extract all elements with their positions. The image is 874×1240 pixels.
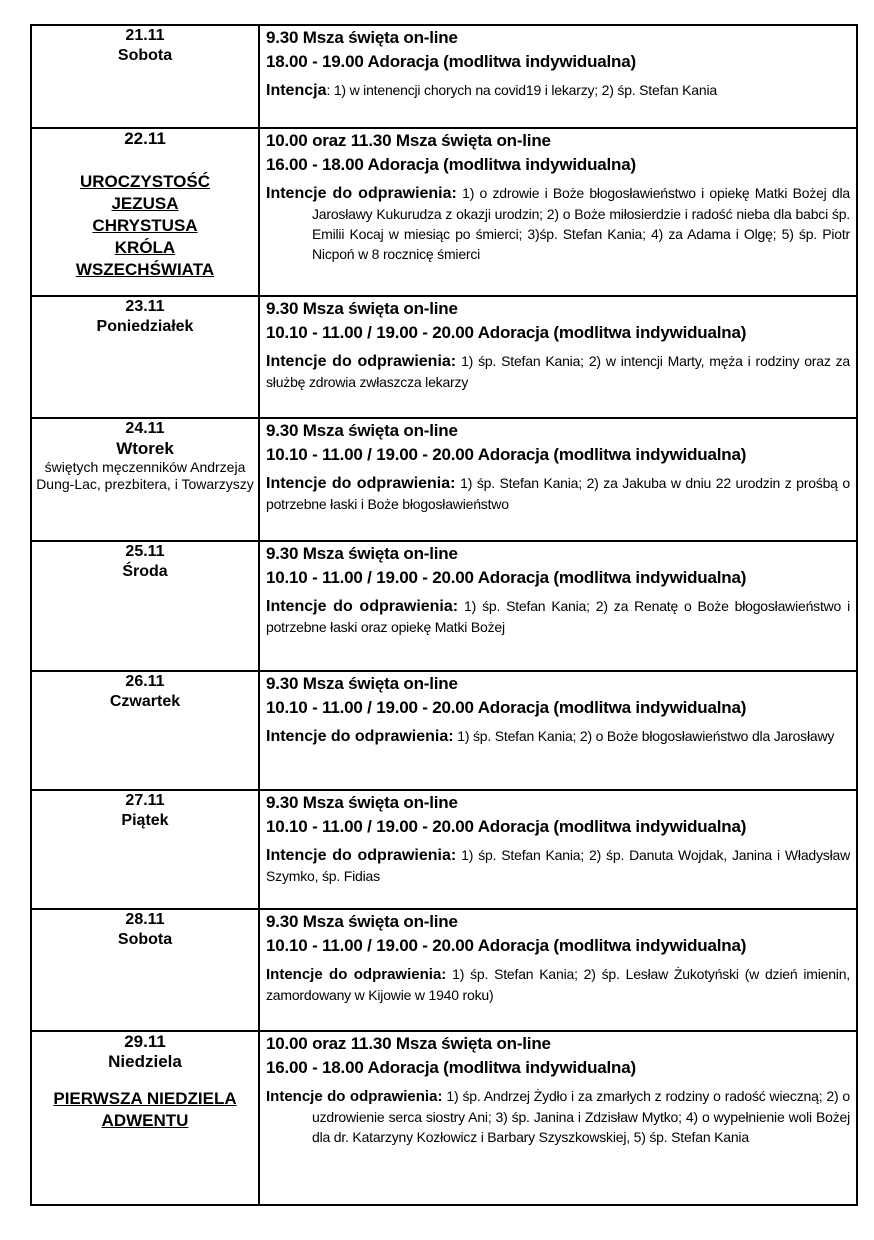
mass-time: 9.30 Msza święta on-line	[266, 544, 458, 563]
content-cell	[259, 1031, 857, 1205]
intentions	[266, 473, 850, 514]
adoration-time: 10.10 - 11.00 / 19.00 - 20.00 Adoracja (modlitwa indywidualna)	[266, 817, 747, 836]
day-weekday: Środa	[122, 563, 168, 580]
adoration-time: 10.10 - 11.00 / 19.00 - 20.00 Adoracja (modlitwa indywidualna)	[266, 323, 747, 342]
date-cell	[31, 1031, 259, 1205]
intentions	[266, 726, 850, 747]
day-date: 28.11	[125, 911, 165, 928]
adoration-time: 18.00 - 19.00 Adoracja (modlitwa indywidualna)	[266, 52, 636, 71]
intentions-label: Intencje do odprawienia:	[266, 598, 459, 615]
day-date: 24.11	[125, 420, 165, 437]
day-date: 26.11	[125, 673, 165, 690]
content-cell	[259, 671, 857, 790]
day-row	[31, 790, 857, 909]
intentions-label: Intencje do odprawienia:	[266, 728, 454, 745]
content-cell	[259, 418, 857, 541]
intentions-label: Intencje do odprawienia:	[266, 966, 447, 983]
intentions-label: Intencje do odprawienia:	[266, 475, 456, 492]
intentions-text: : 1) w intenencji chorych na covid19 i lekarzy; 2) śp. Stefan Kania	[326, 82, 717, 98]
intentions-label: Intencje do odprawienia:	[266, 1088, 443, 1105]
day-row	[31, 25, 857, 128]
mass-time: 9.30 Msza święta on-line	[266, 28, 458, 47]
mass-time: 10.00 oraz 11.30 Msza święta on-line	[266, 131, 551, 150]
mass-time: 9.30 Msza święta on-line	[266, 793, 458, 812]
date-cell	[31, 790, 259, 909]
intentions-text: 1) śp. Stefan Kania; 2) śp. Lesław Żukotyński (w dzień imienin, zamordowany w Kijowie w 1940 roku)	[266, 966, 850, 1003]
intentions	[266, 351, 850, 392]
intentions-text: 1) śp. Stefan Kania; 2) w intencji Marty, męża i rodziny oraz za służbę zdrowia zwłaszcza lekarzy	[266, 353, 850, 390]
day-date: 21.11	[125, 27, 165, 44]
day-row	[31, 1031, 857, 1205]
content-cell	[259, 790, 857, 909]
day-row	[31, 128, 857, 296]
adoration-time: 16.00 - 18.00 Adoracja (modlitwa indywidualna)	[266, 155, 636, 174]
solemnity-title: UROCZYSTOŚĆ JEZUSA CHRYSTUSA KRÓLA WSZECHŚWIATA	[75, 172, 215, 279]
intentions	[266, 845, 850, 886]
intentions-text: 1) śp. Stefan Kania; 2) o Boże błogosławieństwo dla Jarosławy	[453, 728, 835, 744]
intentions	[266, 80, 850, 101]
day-weekday: Niedziela	[108, 1052, 182, 1071]
intentions-label: Intencje do odprawienia:	[266, 185, 457, 202]
content-cell	[259, 541, 857, 671]
day-row	[31, 909, 857, 1031]
day-date: 25.11	[125, 543, 165, 560]
date-cell	[31, 296, 259, 418]
mass-time: 9.30 Msza święta on-line	[266, 674, 458, 693]
day-weekday: Sobota	[117, 931, 173, 948]
date-cell	[31, 418, 259, 541]
intentions	[266, 596, 850, 637]
intentions-label: Intencje do odprawienia:	[266, 353, 457, 370]
content-cell	[259, 25, 857, 128]
mass-time: 9.30 Msza święta on-line	[266, 912, 458, 931]
day-row	[31, 541, 857, 671]
mass-time: 10.00 oraz 11.30 Msza święta on-line	[266, 1034, 551, 1053]
day-date: 27.11	[125, 792, 165, 809]
day-date: 23.11	[125, 298, 165, 315]
date-cell	[31, 541, 259, 671]
date-cell	[31, 128, 259, 296]
date-cell	[31, 25, 259, 128]
adoration-time: 10.10 - 11.00 / 19.00 - 20.00 Adoracja (modlitwa indywidualna)	[266, 936, 747, 955]
solemnity-title: PIERWSZA NIEDZIELA ADWENTU	[53, 1089, 237, 1130]
day-date: 22.11	[124, 129, 166, 148]
day-weekday: Piątek	[121, 812, 169, 829]
day-date: 29.11	[124, 1032, 166, 1051]
day-row	[31, 418, 857, 541]
mass-time: 9.30 Msza święta on-line	[266, 299, 458, 318]
memorial-name: świętych męczenników Andrzeja Dung-Lac, prezbitera, i Towarzyszy	[36, 459, 254, 492]
adoration-time: 10.10 - 11.00 / 19.00 - 20.00 Adoracja (modlitwa indywidualna)	[266, 568, 747, 587]
intentions-text: 1) śp. Stefan Kania; 2) śp. Danuta Wojdak, Janina i Władysław Szymko, śp. Fidias	[266, 847, 851, 884]
day-weekday: Wtorek	[116, 439, 174, 458]
intentions	[266, 183, 850, 264]
day-weekday: Poniedziałek	[96, 318, 194, 335]
intentions-label: Intencje do odprawienia:	[266, 847, 457, 864]
adoration-time: 10.10 - 11.00 / 19.00 - 20.00 Adoracja (modlitwa indywidualna)	[266, 445, 747, 464]
day-row	[31, 671, 857, 790]
intentions-label: Intencja	[266, 82, 327, 99]
content-cell	[259, 909, 857, 1031]
intentions	[266, 1086, 850, 1147]
date-cell	[31, 909, 259, 1031]
date-cell	[31, 671, 259, 790]
mass-time: 9.30 Msza święta on-line	[266, 421, 458, 440]
schedule-table	[30, 24, 858, 1206]
day-row	[31, 296, 857, 418]
intentions-text: 1) śp. Andrzej Żydło i za zmarłych z rodziny o radość wieczną; 2) o uzdrowienie serca siostry Ani; 3) śp. Janina i Zdzisław Mytko; 4) o wypełnienie woli Bożej dla dr. Katarzyny Kozłowicz i Barbary Szyszkowskiej, 5) śp. Stefan Kania	[312, 1088, 850, 1145]
adoration-time: 10.10 - 11.00 / 19.00 - 20.00 Adoracja (modlitwa indywidualna)	[266, 698, 747, 717]
content-cell	[259, 128, 857, 296]
adoration-time: 16.00 - 18.00 Adoracja (modlitwa indywidualna)	[266, 1058, 636, 1077]
day-weekday: Sobota	[117, 47, 173, 64]
day-weekday: Czwartek	[109, 693, 181, 710]
intentions	[266, 964, 850, 1005]
content-cell	[259, 296, 857, 418]
intentions-text: 1) śp. Stefan Kania; 2) za Renatę o Boże błogosławieństwo i potrzebne łaski oraz opiekę Matki Bożej	[266, 598, 851, 635]
intentions-text: 1) o zdrowie i Boże błogosławieństwo i opiekę Matki Bożej dla Jarosławy Kukurudza z okazji urodzin; 2) o Boże miłosierdzie i radość nieba dla babci śp. Emilii Kocaj w miesiąc po śmierci; 3)śp. Stefan Kania; 4) za Adama i Olgę; 5) śp. Piotr Nicpoń w 8 rocznicę śmierci	[312, 185, 850, 262]
intentions-text: 1) śp. Stefan Kania; 2) za Jakuba w dniu 22 urodzin z prośbą o potrzebne łaski i Boże błogosławieństwo	[266, 475, 850, 512]
